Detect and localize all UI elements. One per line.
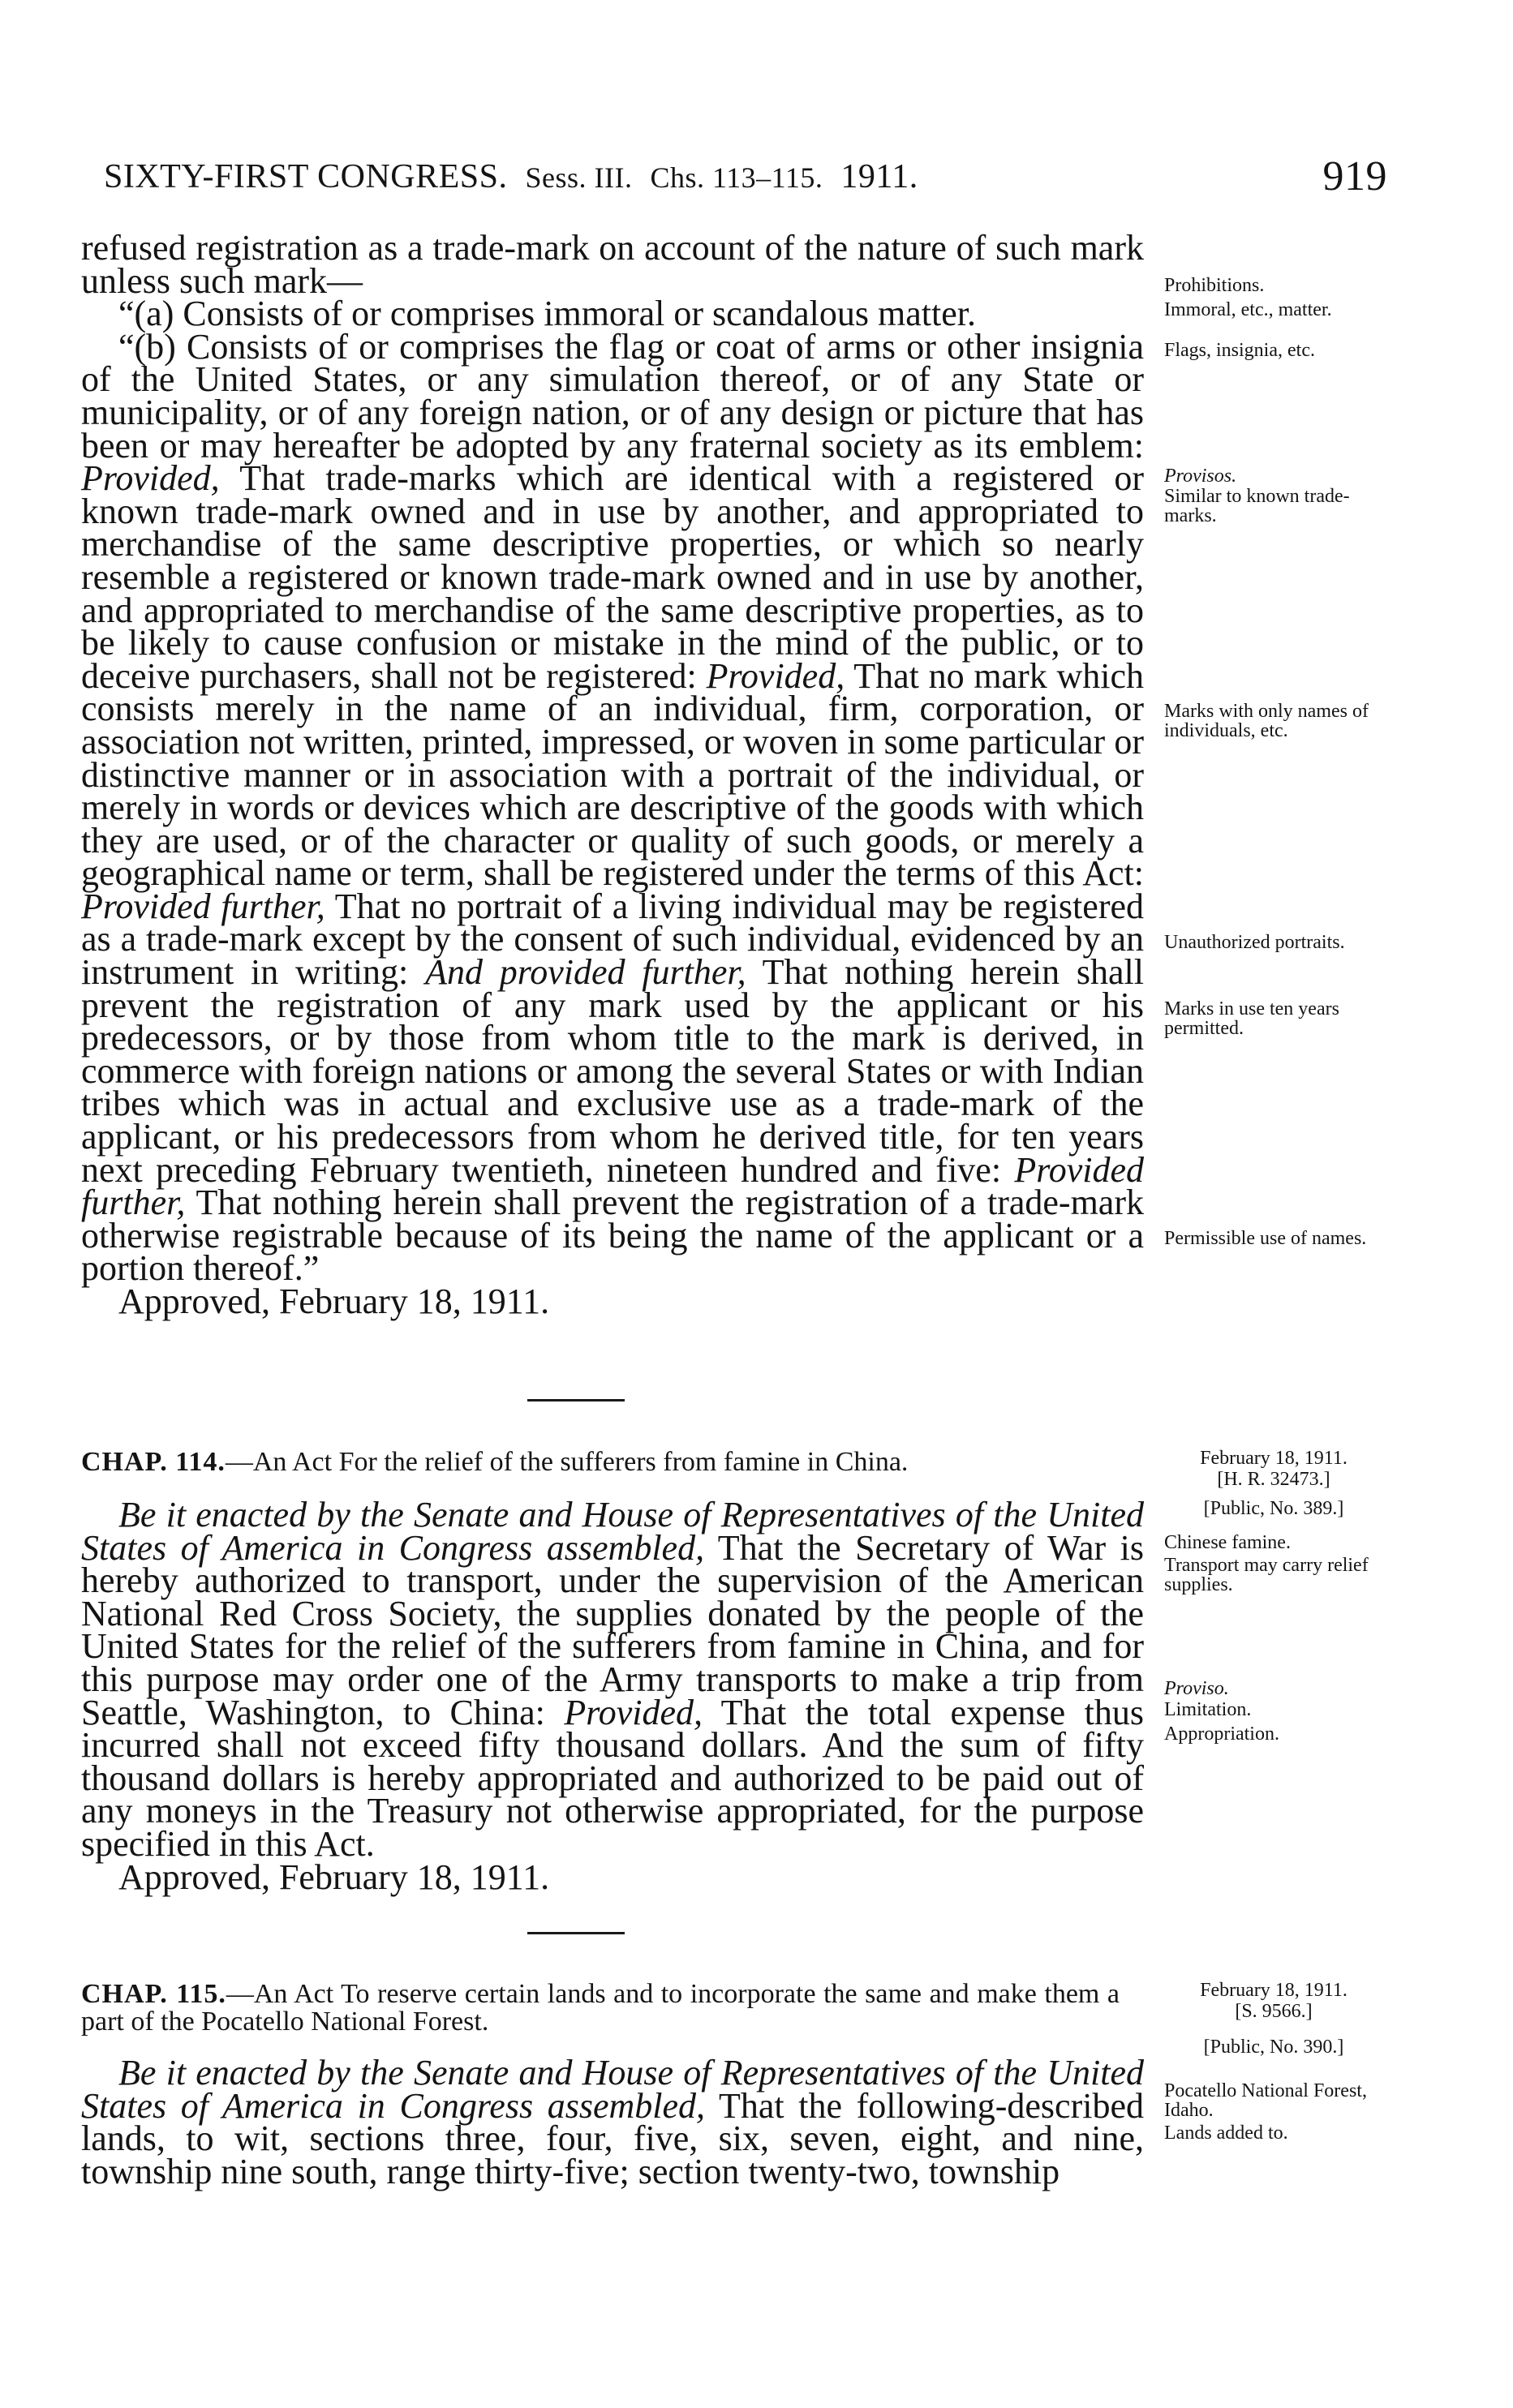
margin-similar: Similar to known trade-marks. xyxy=(1164,486,1350,526)
chapter-115-label: CHAP. 115. xyxy=(81,1979,226,2009)
clause-b-part5: That nothing herein shall prevent the registration of any mark used by the applicant or his predecessors, or by those from whom title to the mark is derived, in commerce with foreign nations or among the several States or with Indian tribes which was in actual and exclusive use as a trade-mark of the applicant, or his predecessors from whom he derived title, for ten years next preceding February twentieth, nineteen hundred and five: xyxy=(81,952,1144,1190)
clause-b-part4: That no portrait of a living individual may be registered as a trade-mark except by the consent of such individual, evidenced by an instrument in writing: xyxy=(81,886,1144,993)
margin-114-bill: [H. R. 32473.] xyxy=(1217,1469,1330,1490)
header-session: Sess. III. xyxy=(525,161,633,194)
margin-permissible: Permissible use of names. xyxy=(1164,1228,1367,1249)
margin-portraits: Unauthorized portraits. xyxy=(1164,932,1345,953)
margin-prohibitions: Prohibitions. xyxy=(1164,275,1265,296)
header-year: 1911. xyxy=(840,158,918,195)
margin-marks-names: Marks with only names of individuals, etc. xyxy=(1164,701,1369,741)
margin-immoral: Immoral, etc., matter. xyxy=(1164,299,1332,320)
clause-b xyxy=(81,326,1145,1289)
proviso-word-4: And provided further, xyxy=(425,952,746,993)
chapter-114-title: —An Act For the relief of the sufferers from famine in China. xyxy=(225,1447,909,1477)
margin-114-appropriation: Appropriation. xyxy=(1164,1723,1279,1745)
margin-114-public: [Public, No. 389.] xyxy=(1203,1498,1344,1519)
enacting-clause-114: Be it enacted by the Senate and House of Representatives of the United States of America in Congress assembled, xyxy=(81,1495,1144,1568)
section-divider-1 xyxy=(527,1399,625,1401)
margin-114-topic: Chinese famine. xyxy=(1164,1532,1291,1553)
approved-114: Approved, February 18, 1911. xyxy=(118,1856,550,1897)
chapter-115-heading xyxy=(81,1981,1120,2036)
margin-114-transport: Transport may carry relief supplies. xyxy=(1164,1555,1369,1595)
margin-flags: Flags, insignia, etc. xyxy=(1164,340,1315,361)
proviso-word-2: Provided, xyxy=(706,655,845,696)
chapter-114-part2: That the total expense thus incurred shall not exceed fifty thousand dollars. And the sum of fifty thousand dollars is hereby appropriated and authorized to be paid out of any moneys in the Treasury not otherwise appropriated, for the purpose specified in this Act. xyxy=(81,1692,1144,1864)
chapter-113-text xyxy=(81,228,1145,1321)
margin-115-topic: Pocatello National Forest, Idaho. xyxy=(1164,2080,1367,2121)
chapter-115-text xyxy=(81,2053,1144,2191)
chapter-114-label: CHAP. 114. xyxy=(81,1447,226,1477)
proviso-word-5: Provided further, xyxy=(81,1149,1145,1223)
margin-115-public: [Public, No. 390.] xyxy=(1203,2037,1344,2058)
header-congress: SIXTY-FIRST CONGRESS. xyxy=(104,158,508,195)
chapter-115-body xyxy=(81,2053,1144,2191)
clause-b-part1: “(b) Consists of or comprises the flag or coat of arms or other insignia of the United States, or any simulation thereof, or of any State or municipality, or of any foreign nation, or of any design or picture that has been or may hereafter be adopted by any fraternal society as its emblem: xyxy=(81,326,1144,466)
chapter-115-part1: That the following-described lands, to wit, sections three, four, five, six, seven, eight, and nine, township nine south, range thirty-five; section twenty-two, township xyxy=(81,2085,1144,2191)
clause-b-part3: That no mark which consists merely in the name of an individual, firm, corporation, or association not written, printed, impressed, or woven in some particular or distinctive manner or in association with a portrait of the individual, or merely in words or devices which are descriptive of the goods with which they are used, or of the character or quality of such goods, or merely a geographical name or term, shall be registered under the terms of this Act: xyxy=(81,655,1145,894)
header-title xyxy=(104,157,918,196)
margin-114-proviso: Proviso. xyxy=(1164,1678,1229,1699)
paragraph-continuation: refused registration as a trade-mark on account of the nature of such mark unless such mark— xyxy=(81,228,1144,301)
margin-114-date: February 18, 1911. xyxy=(1200,1448,1348,1469)
margin-115-lands: Lands added to. xyxy=(1164,2123,1288,2144)
chapter-115-title: —An Act To reserve certain lands and to incorporate the same and make them a part of the Pocatello National Forest. xyxy=(81,1979,1120,2037)
proviso-word-3: Provided further, xyxy=(81,886,325,926)
chapter-114-body xyxy=(81,1495,1144,1864)
chapter-114-text xyxy=(81,1495,1144,1897)
proviso-word-1: Provided, xyxy=(81,458,220,499)
header-chapters: Chs. 113–115. xyxy=(650,161,823,194)
margin-ten-years: Marks in use ten years permitted. xyxy=(1164,998,1339,1039)
running-header xyxy=(104,153,1387,214)
chapter-114-heading xyxy=(81,1449,1144,1476)
margin-provisos: Provisos. xyxy=(1164,466,1237,487)
clause-b-part6: That nothing herein shall prevent the registration of a trade-mark otherwise registrable because of its being the name of the applicant or a portion thereof.” xyxy=(81,1183,1144,1289)
clause-a: “(a) Consists of or comprises immoral or scandalous matter. xyxy=(118,294,976,334)
chapter-114-proviso-word: Provided, xyxy=(564,1692,703,1732)
margin-115-bill: [S. 9566.] xyxy=(1235,2001,1313,2022)
enacting-clause-115: Be it enacted by the Senate and House of Representatives of the United States of America in Congress assembled, xyxy=(81,2053,1144,2126)
page-number: 919 xyxy=(1322,153,1387,200)
clause-b-part2: That trade-marks which are identical with a registered or known trade-mark owned and in use by another, and appropriated to merchandise of the same descriptive properties, or which so nearly resemble a registered or known trade-mark owned and in use by another, and appropriated to merchandise of the same descriptive properties, as to be likely to cause confusion or mistake in the mind of the public, or to deceive purchasers, shall not be registered: xyxy=(81,458,1144,696)
margin-115-date: February 18, 1911. xyxy=(1200,1980,1348,2001)
chapter-114-part1: That the Secretary of War is hereby authorized to transport, under the supervision of the American National Red Cross Society, the supplies donated by the people of the United States for the relief of the sufferers from famine in China, and for this purpose may order one of the Army transports to make a trip from Seattle, Washington, to China: xyxy=(81,1527,1144,1732)
section-divider-2 xyxy=(527,1932,625,1934)
margin-114-limitation: Limitation. xyxy=(1164,1699,1252,1720)
approved-113: Approved, February 18, 1911. xyxy=(118,1281,550,1321)
